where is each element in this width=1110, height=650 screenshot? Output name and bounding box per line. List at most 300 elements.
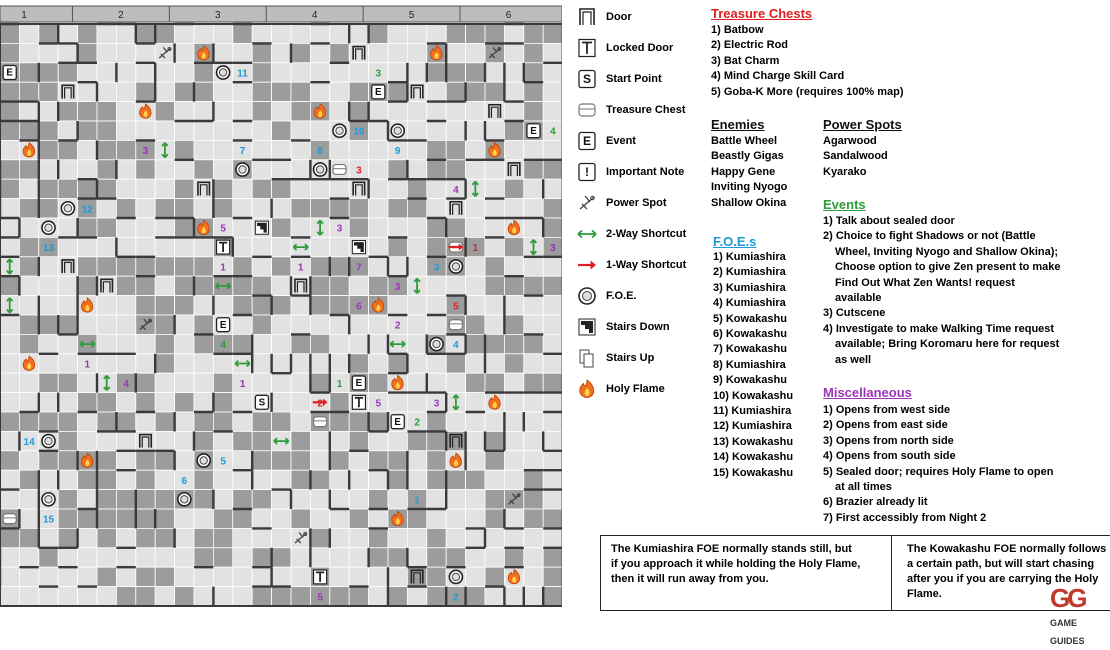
map-cell [291, 587, 310, 606]
map-number-label: 5 [220, 456, 226, 468]
map-cell [310, 354, 329, 373]
map-cell [194, 82, 213, 101]
map-cell [504, 63, 523, 82]
map-cell [388, 528, 407, 547]
map-cell [19, 199, 38, 218]
map-cell [78, 315, 97, 334]
map-cell [213, 412, 232, 431]
map-cell [291, 509, 310, 528]
map-cell [310, 470, 329, 489]
foe-icon [178, 493, 191, 506]
map-number-label: 1 [220, 262, 226, 274]
map-cell [272, 63, 291, 82]
map-cell [58, 334, 77, 353]
map-cell [427, 431, 446, 450]
map-cell [97, 567, 116, 586]
map-cell [252, 334, 271, 353]
event-icon [576, 130, 598, 152]
map-cell [446, 140, 465, 159]
map-cell [466, 63, 485, 82]
legend-label: Treasure Chest [606, 104, 686, 116]
map-cell [272, 315, 291, 334]
enemy-item: Beastly Gigas [711, 150, 784, 163]
foes-list [713, 250, 793, 481]
map-cell [446, 470, 465, 489]
start-point-icon [255, 395, 268, 409]
event-line: available; Bring Koromaru here for request [835, 338, 1060, 351]
map-cell [0, 567, 19, 586]
map-cell [543, 412, 562, 431]
map-cell [155, 24, 174, 43]
map-cell [116, 82, 135, 101]
map-cell [175, 218, 194, 237]
map-cell [330, 102, 349, 121]
svg-text:E: E [375, 87, 382, 99]
map-cell [97, 102, 116, 121]
treasure-chest-icon [576, 99, 598, 121]
foe-item: 1) Kumiashira [713, 251, 786, 263]
map-cell [155, 121, 174, 140]
map-cell [252, 24, 271, 43]
map-cell [466, 528, 485, 547]
map-cell [213, 24, 232, 43]
map-cell [58, 470, 77, 489]
map-cell [58, 237, 77, 256]
map-cell [58, 24, 77, 43]
map-cell [136, 548, 155, 567]
one-way-shortcut-icon [576, 254, 598, 276]
map-cell [155, 63, 174, 82]
foe-icon [333, 124, 346, 137]
power-spot-item: Agarwood [823, 135, 877, 147]
map-cell [0, 218, 19, 237]
map-cell [272, 140, 291, 159]
treasure-chest-icon [3, 514, 16, 524]
treasure-item: 4) Mind Charge Skill Card [711, 70, 845, 83]
map-cell [97, 490, 116, 509]
map-cell [543, 373, 562, 392]
map-cell [136, 509, 155, 528]
map-cell [485, 160, 504, 179]
stairs-icon [352, 241, 365, 254]
map-cell [39, 199, 58, 218]
map-cell [155, 393, 174, 412]
map-cell [155, 257, 174, 276]
map-cell [213, 43, 232, 62]
map-cell [155, 490, 174, 509]
map-cell [291, 490, 310, 509]
map-cell [485, 567, 504, 586]
map-cell [349, 218, 368, 237]
map-cell [291, 567, 310, 586]
map-cell [19, 567, 38, 586]
map-cell [466, 470, 485, 489]
map-cell [155, 334, 174, 353]
foe-icon [61, 202, 74, 215]
map-cell [78, 257, 97, 276]
map-cell [369, 451, 388, 470]
legend-row [576, 345, 706, 371]
map-cell [252, 160, 271, 179]
map-cell [427, 567, 446, 586]
locked-door-icon [352, 395, 365, 409]
map-cell [543, 567, 562, 586]
map-cell [524, 354, 543, 373]
map-cell [407, 140, 426, 159]
map-cell [466, 199, 485, 218]
map-cell [349, 24, 368, 43]
map-cell [78, 102, 97, 121]
map-number-label: 6 [181, 475, 188, 487]
map-number-label: 4 [220, 340, 226, 352]
map-cell [97, 218, 116, 237]
map-cell [116, 102, 135, 121]
map-cell [504, 548, 523, 567]
map-cell [407, 257, 426, 276]
map-cell [407, 296, 426, 315]
column-label: 6 [505, 10, 512, 21]
map-cell [524, 412, 543, 431]
misc-line: 6) Brazier already lit [823, 496, 928, 509]
map-cell [78, 528, 97, 547]
map-cell [136, 24, 155, 43]
map-cell [58, 121, 77, 140]
misc-title: Miscellaneous [823, 385, 912, 400]
map-cell [504, 412, 523, 431]
map-cell [58, 373, 77, 392]
map-cell [330, 587, 349, 606]
map-cell [58, 393, 77, 412]
map-cell [524, 431, 543, 450]
map-cell [272, 82, 291, 101]
map-cell [0, 121, 19, 140]
legend-row [576, 159, 706, 185]
map-cell [310, 237, 329, 256]
map-cell [58, 102, 77, 121]
map-cell [369, 121, 388, 140]
map-cell [330, 257, 349, 276]
map-cell [19, 412, 38, 431]
map-cell [310, 451, 329, 470]
map-cell [97, 412, 116, 431]
map-cell [504, 121, 523, 140]
map-cell [58, 296, 77, 315]
map-cell [407, 102, 426, 121]
map-cell [291, 121, 310, 140]
map-cell [233, 24, 252, 43]
map-cell [330, 567, 349, 586]
map-cell [388, 548, 407, 567]
map-cell [213, 199, 232, 218]
map-cell [0, 470, 19, 489]
map-cell [543, 334, 562, 353]
event-icon [352, 376, 365, 390]
map-cell [504, 102, 523, 121]
door-icon [576, 6, 598, 28]
map-cell [543, 548, 562, 567]
map-cell [175, 199, 194, 218]
foe-icon [449, 570, 462, 583]
map-cell [310, 528, 329, 547]
map-cell [233, 179, 252, 198]
map-cell [388, 257, 407, 276]
map-cell [116, 470, 135, 489]
map-cell [136, 160, 155, 179]
map-cell [291, 393, 310, 412]
map-cell [349, 490, 368, 509]
map-cell [485, 490, 504, 509]
stairs-down-icon [576, 316, 598, 338]
power-spots-title: Power Spots [823, 117, 902, 132]
map-cell [155, 431, 174, 450]
map-number-label: 1 [472, 243, 479, 255]
map-cell [194, 393, 213, 412]
map-cell [388, 296, 407, 315]
map-cell [504, 587, 523, 606]
map-cell [213, 179, 232, 198]
map-cell [233, 102, 252, 121]
map-cell [175, 431, 194, 450]
map-cell [213, 548, 232, 567]
map-cell [58, 431, 77, 450]
map-cell [388, 160, 407, 179]
map-cell [272, 490, 291, 509]
legend-glyph [579, 319, 595, 335]
map-cell [155, 237, 174, 256]
map-cell [504, 354, 523, 373]
map-cell [39, 334, 58, 353]
map-cell [446, 354, 465, 373]
map-cell [543, 393, 562, 412]
map-cell [466, 431, 485, 450]
map-cell [19, 587, 38, 606]
map-cell [78, 393, 97, 412]
map-cell [504, 315, 523, 334]
svg-text:E: E [355, 378, 363, 390]
map-cell [369, 140, 388, 159]
foe-icon [42, 435, 55, 448]
map-cell [504, 179, 523, 198]
map-cell [136, 43, 155, 62]
foe-item: 14) Kowakashu [713, 451, 794, 464]
map-cell [175, 24, 194, 43]
power-spot-icon [576, 192, 598, 214]
map-cell [0, 528, 19, 547]
map-cell [524, 490, 543, 509]
map-cell [58, 179, 77, 198]
map-cell [427, 237, 446, 256]
map-cell [116, 160, 135, 179]
map-cell [155, 373, 174, 392]
map-cell [136, 82, 155, 101]
map-cell [233, 121, 252, 140]
map-cell [524, 548, 543, 567]
map-cell [136, 412, 155, 431]
map-cell [388, 393, 407, 412]
map-cell [155, 470, 174, 489]
map-number-label: 3 [433, 262, 440, 274]
map-cell [194, 121, 213, 140]
map-cell [175, 43, 194, 62]
misc-line: 3) Opens from north side [823, 434, 954, 447]
map-cell [485, 199, 504, 218]
map-cell [155, 199, 174, 218]
map-cell [233, 548, 252, 567]
map-cell [349, 431, 368, 450]
map-cell [446, 509, 465, 528]
legend-glyph [579, 71, 595, 88]
map-cell [524, 24, 543, 43]
map-cell [388, 102, 407, 121]
map-cell [194, 470, 213, 489]
foe-icon [42, 493, 55, 506]
map-cell [310, 43, 329, 62]
map-cell [407, 548, 426, 567]
map-cell [155, 179, 174, 198]
map-cell [330, 179, 349, 198]
map-cell [97, 451, 116, 470]
map-cell [213, 528, 232, 547]
map-cell [0, 490, 19, 509]
map-cell [97, 257, 116, 276]
events-title: Events [823, 197, 866, 212]
map-cell [233, 490, 252, 509]
map-cell [175, 102, 194, 121]
map-cell [97, 470, 116, 489]
map-cell [116, 199, 135, 218]
map-cell [233, 587, 252, 606]
map-cell [194, 354, 213, 373]
map-cell [58, 451, 77, 470]
legend-label: 2-Way Shortcut [606, 228, 687, 240]
map-cell [524, 179, 543, 198]
map-cell [310, 490, 329, 509]
map-cell [388, 490, 407, 509]
map-cell [252, 315, 271, 334]
map-cell [466, 102, 485, 121]
map-cell [427, 82, 446, 101]
map-cell [19, 509, 38, 528]
map-cell [330, 354, 349, 373]
svg-text:E: E [530, 125, 537, 137]
misc-line: 7) First accessibly from Night 2 [823, 511, 987, 524]
map-cell [272, 393, 291, 412]
map-number-label: 3 [375, 68, 382, 80]
foe-icon [42, 221, 55, 234]
map-cell [175, 334, 194, 353]
foe-item: 10) Kowakashu [713, 389, 794, 402]
map-cell [291, 296, 310, 315]
map-cell [19, 237, 38, 256]
event-icon [217, 318, 230, 332]
map-cell [175, 160, 194, 179]
map-cell [19, 296, 38, 315]
map-cell [19, 102, 38, 121]
map-cell [524, 199, 543, 218]
enemy-item: Shallow Okina [711, 196, 787, 209]
foe-item: 7) Kowakashu [713, 343, 787, 356]
map-cell [97, 43, 116, 62]
map-cell [39, 257, 58, 276]
map-cell [19, 276, 38, 295]
map-cell [388, 237, 407, 256]
foe-item: 6) Kowakashu [713, 328, 787, 341]
map-cell [388, 567, 407, 586]
map-cell [233, 393, 252, 412]
map-cell [485, 373, 504, 392]
map-cell [233, 199, 252, 218]
map-cell [39, 296, 58, 315]
map-cell [39, 470, 58, 489]
map-cell [136, 587, 155, 606]
map-cell [136, 63, 155, 82]
event-line: Find Out What Zen Wants! request [835, 276, 1015, 289]
map-cell [39, 393, 58, 412]
foe-item: 5) Kowakashu [713, 312, 787, 325]
map-cell [155, 587, 174, 606]
map-cell [388, 451, 407, 470]
map-cell [485, 24, 504, 43]
map-cell [213, 354, 232, 373]
legend-glyph [580, 350, 593, 367]
map-cell [39, 373, 58, 392]
map-number-label: 1 [297, 262, 304, 274]
map-cell [39, 528, 58, 547]
map-cell [233, 334, 252, 353]
map-cell [330, 334, 349, 353]
map-cell [349, 587, 368, 606]
map-cell [330, 237, 349, 256]
locked-door-icon [576, 37, 598, 59]
map-cell [330, 315, 349, 334]
foe-item: 11) Kumiashira [713, 405, 792, 418]
map-cell [39, 548, 58, 567]
map-cell [78, 237, 97, 256]
map-cell [524, 102, 543, 121]
map-cell [446, 276, 465, 295]
map-cell [407, 587, 426, 606]
legend-glyph [578, 261, 596, 270]
map-cell [446, 490, 465, 509]
map-cell [543, 63, 562, 82]
map-cell [369, 199, 388, 218]
map-cell [0, 199, 19, 218]
map-cell [97, 179, 116, 198]
map-cell [116, 315, 135, 334]
map-cell [78, 179, 97, 198]
map-cell [427, 315, 446, 334]
map-cell [427, 509, 446, 528]
map-cell [369, 490, 388, 509]
misc-line: 2) Opens from east side [823, 419, 948, 432]
svg-text:E: E [582, 133, 592, 148]
map-cell [155, 451, 174, 470]
map-cell [0, 451, 19, 470]
map-cell [369, 509, 388, 528]
map-cell [252, 257, 271, 276]
map-cell [233, 470, 252, 489]
map-cell [310, 82, 329, 101]
map-cell [252, 567, 271, 586]
map-cell [466, 160, 485, 179]
map-cell [485, 451, 504, 470]
map-cell [233, 567, 252, 586]
map-cell [466, 451, 485, 470]
map-cell [272, 587, 291, 606]
svg-text:E: E [6, 67, 13, 79]
legend-glyph [578, 231, 596, 238]
map-cell [330, 296, 349, 315]
